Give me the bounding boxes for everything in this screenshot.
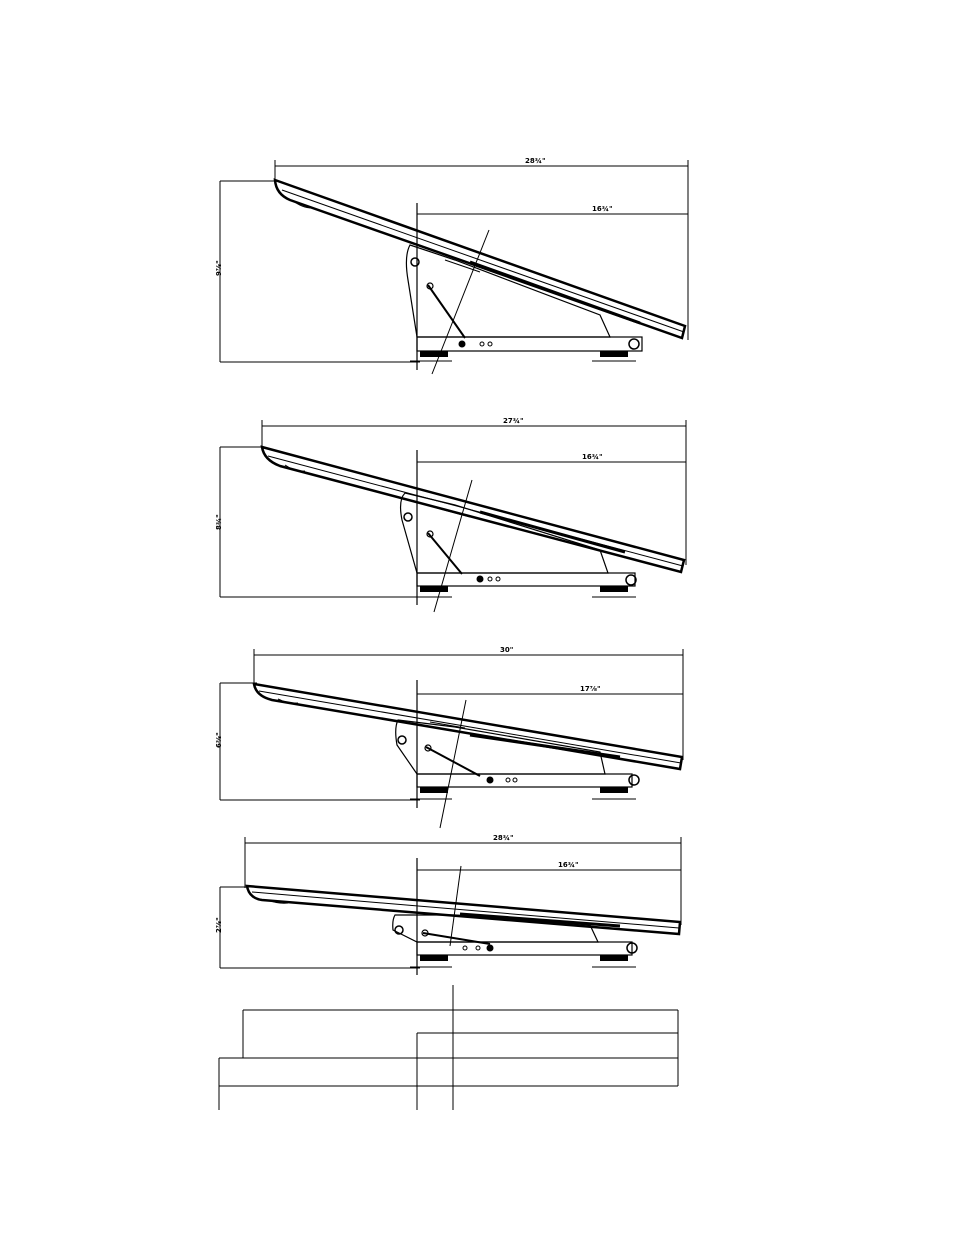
- dimension-table-frame: [219, 985, 678, 1110]
- overall-width-label-3: 30": [500, 646, 514, 654]
- height-label-4: 2⅞": [215, 917, 223, 933]
- front-width-label-3: 17⅞": [580, 685, 601, 693]
- height-label-2: 8¾": [215, 514, 223, 530]
- height-label-3: 6⅜": [215, 732, 223, 748]
- height-label-1: 9⅞": [215, 260, 223, 276]
- stand-figure-3: [215, 646, 683, 828]
- overall-width-label-1: 28¾": [525, 157, 546, 165]
- stand-figure-2: [215, 417, 686, 612]
- front-width-label-2: 16¾": [582, 453, 603, 461]
- stand-figure-1: [215, 157, 688, 374]
- front-width-label-1: 16¾": [592, 205, 613, 213]
- overall-width-label-4: 28¾": [493, 834, 514, 842]
- overall-width-label-2: 27¾": [503, 417, 524, 425]
- front-width-label-4: 16¾": [558, 861, 579, 869]
- stand-figure-4: [215, 834, 681, 975]
